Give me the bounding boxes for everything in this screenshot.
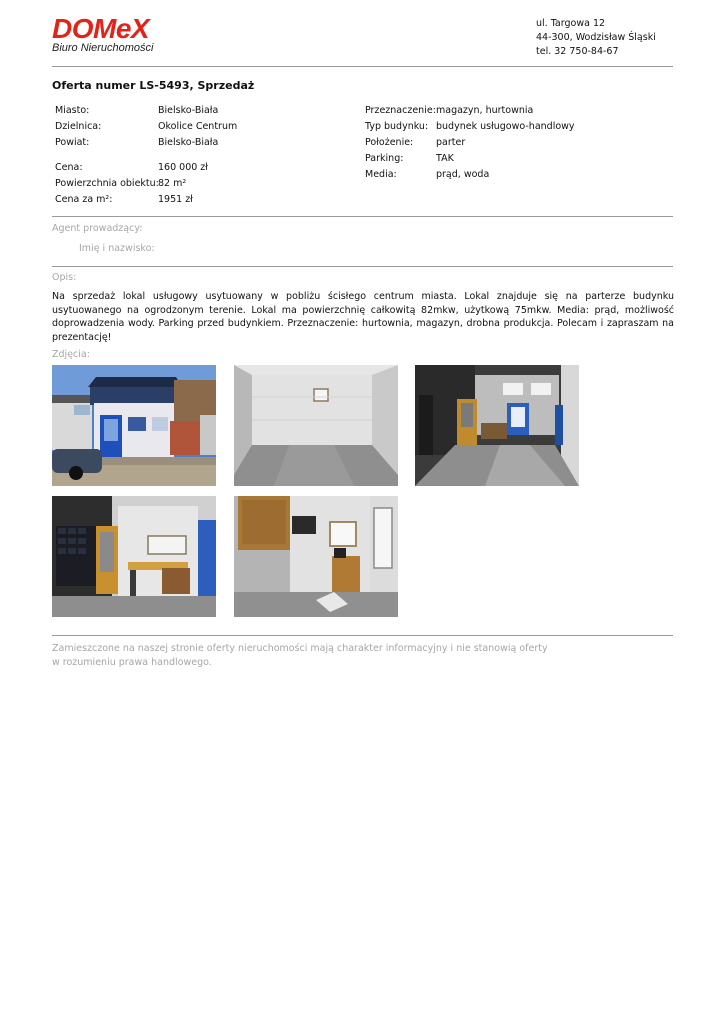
agent-section-label: Agent prowadzący: [52, 223, 143, 234]
detail-value: Bielsko-Biała [158, 105, 219, 116]
detail-value: prąd, woda [436, 169, 490, 180]
photo-empty-hall[interactable] [234, 365, 398, 486]
detail-value: 82 m² [158, 178, 187, 189]
property-details [365, 103, 575, 183]
detail-value: budynek usługowo-handlowy [436, 121, 575, 132]
photo-hall-corridor[interactable] [415, 365, 579, 486]
detail-label: Typ budynku: [365, 121, 429, 132]
detail-row [55, 135, 237, 151]
description-section-label: Opis: [52, 272, 77, 283]
detail-label: Położenie: [365, 137, 414, 148]
photo-office-corner-desk[interactable] [52, 496, 216, 617]
address-street: ul. Targowa 12 [536, 18, 606, 29]
address-city: 44-300, Wodzisław Śląski [536, 32, 656, 43]
disclaimer-line: w rozumieniu prawa handlowego. [52, 656, 212, 668]
detail-row [55, 176, 208, 192]
detail-label: Parking: [365, 153, 404, 164]
detail-value: magazyn, hurtownia [436, 105, 534, 116]
detail-row [55, 192, 208, 208]
details-divider [52, 216, 673, 217]
disclaimer [52, 642, 548, 669]
detail-row [55, 160, 208, 176]
detail-label: Powierzchnia obiektu: [55, 178, 159, 189]
detail-value: 160 000 zł [158, 162, 208, 173]
offer-title: Oferta numer LS-5493, Sprzedaż [52, 79, 255, 92]
agent-name-label: Imię i nazwisko: [79, 243, 155, 254]
company-logo [52, 14, 153, 54]
address-phone: tel. 32 750-84-67 [536, 46, 619, 57]
detail-label: Przeznaczenie: [365, 105, 436, 116]
logo-wordmark: DOMeX [52, 13, 150, 44]
detail-row [365, 119, 575, 135]
detail-row [365, 103, 575, 119]
logo-tagline: Biuro Nieruchomości [52, 42, 154, 54]
price-details [55, 160, 208, 208]
agent-divider [52, 266, 673, 267]
detail-label: Cena za m²: [55, 194, 113, 205]
detail-label: Dzielnica: [55, 121, 102, 132]
detail-row [365, 151, 575, 167]
detail-value: 1951 zł [158, 194, 193, 205]
detail-row [365, 135, 575, 151]
header-divider [52, 66, 673, 67]
detail-label: Miasto: [55, 105, 90, 116]
detail-value: parter [436, 137, 466, 148]
disclaimer-line: Zamieszczone na naszej stronie oferty nieruchomości mają charakter informacyjny i nie stanowią oferty [52, 643, 548, 654]
detail-label: Cena: [55, 162, 83, 173]
company-address [536, 17, 656, 59]
photo-building-exterior[interactable] [52, 365, 216, 486]
photos-section-label: Zdjęcia: [52, 349, 90, 360]
offer-description: Na sprzedaż lokal usługowy usytuowany w pobliżu ścisłego centrum miasta. Lokal znajduje się na parterze budynku usytuowanego na ogrodzonym terenie. Lokal ma powierzchnię całkowitą 82mkw, użytkową 75mkw. Media: prąd, możliwość doprowadzenia wody. Parking przed budynkiem. Przeznaczenie: hurtownia, magazyn, drobna produkcja. Polecam i zapraszam na prezentację! [52, 291, 674, 343]
detail-row [55, 119, 237, 135]
detail-value: Bielsko-Biała [158, 137, 219, 148]
detail-value: Okolice Centrum [158, 121, 238, 132]
footer-divider [52, 635, 673, 636]
photo-office-window[interactable] [234, 496, 398, 617]
detail-row [365, 167, 575, 183]
location-details [55, 103, 237, 151]
detail-value: TAK [436, 153, 454, 164]
detail-label: Media: [365, 169, 397, 180]
detail-label: Powiat: [55, 137, 90, 148]
detail-row [55, 103, 237, 119]
